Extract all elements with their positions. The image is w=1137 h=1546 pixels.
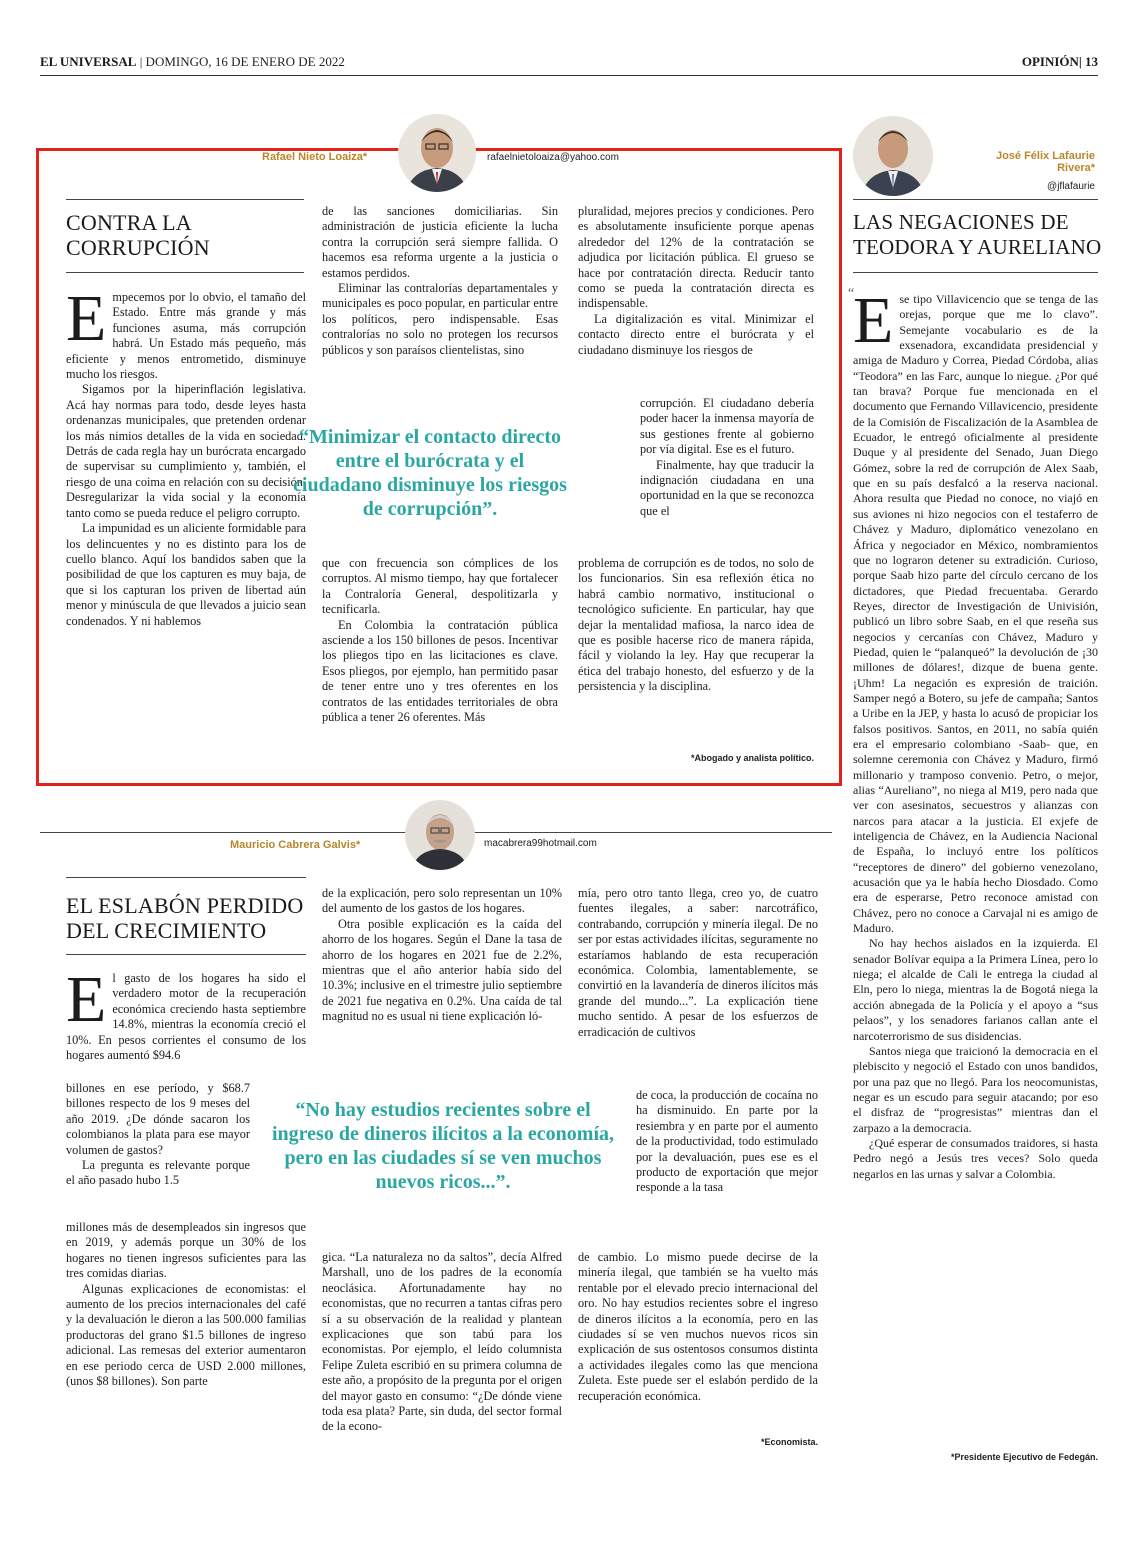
headline-rule [853,199,1098,200]
author-name-line: Rivera* [1057,162,1095,174]
paragraph: mía, pero otro tanto llega, creo yo, de cuatro fuentes ilegales, a saber: narcotráfico, contrabando, corrupción y minería ilegal. De no ser por estas actividades ilícitas, seguramente no estaríamos hablando de esta recuperación económica. Colombia, lamentablemente, se convirtió en la lavandería de dineros ilícitos más grande del mundo...”. La explicación tiene mucho sentido. A pesar de los esfuerzos de erradicación de cultivos [578,886,818,1039]
pull-quote: “Minimizar el contacto directo entre el burócrata y el ciudadano disminuye los riesgos de corrupción”. [293,426,567,520]
article-column [853,284,1098,1182]
paragraph: de coca, la producción de cocaína no ha disminuido. En parte por la resiembra y en parte por el aumento de la productividad, todo estimulado por la devaluación, pues ese es el producto de exportación que mejor responde a la tasa [636,1088,818,1195]
paragraph: pluralidad, mejores precios y condiciones. Pero es absolutamente insuficiente porque apenas alrededor del 12% de la contratación se adjudica por licitación pública. El grueso se hace por contratación directa. Reducir tanto como se pueda la contratación directa es indispensable. [578,204,814,311]
author-photo [398,114,476,192]
article-column-3-bottom [578,556,814,695]
author-photo [853,116,933,196]
paragraph [66,282,306,382]
drop-cap: E [853,284,894,357]
paragraph: Otra posible explicación es la caída del ahorro de los hogares. Según el Dane la tasa de ahorro de los hogares en 2021 fue de 2.2%, mientras que el año anterior había sido del 10.3%; inclusive en el trimestre julio septiembre de 2021 fue negativa en 0.2%. Una caída de tal magnitud no es usual ni tiene explicación ló- [322,916,562,1024]
paragraph: ¿Qué esperar de consumados traidores, si hasta Pedro negó a Jesús tres veces? Solo queda negarlos en las urnas y salvar a Colombia. [853,1135,1098,1181]
paragraph [66,963,306,1063]
paragraph: Santos niega que traicionó la democracia en el plebiscito y negoció el Estado con unos bandidos, por una paz que no llegó. Para los neocomunistas, negar es un escudo para seguir atacando; por eso el disfraz de “progresistas” mientras dan el zarpazo a la democracia. [853,1043,1098,1135]
paragraph: de cambio. Lo mismo puede decirse de la minería ilegal, que también se ha vuelto más rentable por el elevado precio internacional del oro. No hay estudios recientes sobre el ingreso de dineros ilícitos a la economía, pero en las ciudades sí se ven muchos nuevos ricos sin explicación de sus ostentosos consumos distinta a actividades ilegales como las que menciona Zuleta. Este puede ser el eslabón perdido de la recuperación económica. [578,1250,818,1403]
article-column-3-mid [636,1088,818,1196]
drop-cap: E [66,282,107,355]
author-handle: @jflafaurie [1047,181,1095,192]
author-name-line: José Félix Lafaurie [995,150,1095,162]
headline-rule [66,954,306,955]
article-column-1-bottom [66,1220,306,1389]
paragraph: corrupción. El ciudadano debería poder hacer la inmensa mayoría de sus gestiones frente al gobierno por vía digital. Ese es el futuro. [640,396,814,457]
article-column-3-top [578,886,818,1040]
author-name: Mauricio Cabrera Galvis* [230,839,361,851]
masthead [40,52,1098,74]
article-column-2-top [322,204,558,358]
paragraph: de las sanciones domiciliarias. Sin administración de justicia eficiente la lucha contra la corrupción será siempre fallida. O hacemos esa reforma urgente a la justicia o estamos perdidos. [322,204,558,280]
masthead-rule [40,75,1098,76]
article-column-1-mid [66,1081,250,1189]
article-column-2-bottom [322,1250,562,1435]
paragraph: La impunidad es un aliciente formidable para los delincuentes y no es distinto para los de cuello blanco. Aquí los bandidos saben que la posibilidad de que los capturen es muy baja, de que si los capturan los priven de libertad aún menor y minúscula de que llevados a juicio sean condenados. Y ni hablemos [66,521,306,628]
author-photo [405,800,475,870]
issue-date: | DOMINGO, 16 DE ENERO DE 2022 [136,54,345,69]
author-name: Rafael Nieto Loaiza* [262,151,368,163]
drop-cap: E [66,963,107,1036]
paragraph: Sigamos por la hiperinflación legislativa. Acá hay normas para todo, desde leyes hasta ordenanzas municipales, que pretenden ordenar los más nimios detalles de la vida en sociedad. Detrás de cada regla hay un burócrata encargado de supervisar su cumplimiento y, también, el riesgo de una coima en relación con su decisión. Desregularizar la vida social y la economía tanto como se pueda reduce el peligro corrupto. [66,382,306,520]
author-email: rafaelnietoloaiza@yahoo.com [487,152,619,163]
paragraph: millones más de desempleados sin ingresos que en 2019, y además porque un 30% de los hogares no tienen ingresos suficientes para las tres comidas diarias. [66,1220,306,1281]
opening-quote-mark: “ [848,286,855,301]
article-headline: LAS NEGACIONES DE TEODORA Y AURELIANO [853,210,1102,259]
paragraph: La digitalización es vital. Minimizar el contacto directo entre el burócrata y el ciudadano disminuye los riesgos de [578,311,814,357]
paragraph: que con frecuencia son cómplices de los corruptos. Al mismo tiempo, hay que fortalecer la Contraloría General, despolitizarla y tecnificarla. [322,556,558,617]
author-footnote: *Presidente Ejecutivo de Fedegán. [950,1452,1098,1462]
article-column-3-bottom [578,1250,818,1404]
newspaper-name: EL UNIVERSAL [40,54,137,69]
paragraph-text: se tipo Villavicencio que se tenga de las orejas, porque que me lo clavo”. Semejante vocabulario es de la exsenadora, excandidata presidencial y amiga de Maduro y Correa, Piedad Córdoba, alias “Teodora” en las Farc, aunque lo niegue. ¿Por qué tan brava? Porque fue mencionada en el documento que Fernando Villavicencio, presidente de la Comisión de Fiscalización de la Asamblea de Ecuador, le entregó oficialmente al presidente Duque y al presidente del Senado, Juan Diego Gómez, sobre la red de corrupción de Alex Saab, que en su país desfalcó a la reserva nacional. Ahora resulta que Piedad no conoce, no viajó en sus aviones ni hizo negocios con el testaferro de Chávez y Maduro, diplomático venezolano en África y negociador en México, nombramientos que no lograron detener su extradición. Curioso, porque Saab hizo parte del círculo cercano de los dictadores, que Piedad frecuentaba. Gerardo Reyes, director de Investigación de Univisión, publicó un libro sobre Saab, en el que reseña sus negocios y cercanías con Chávez, Maduro y Piedad, quien le “palanqueó” la devolución de ¡30 millones de dólares!, dizque de buena gente. ¡Uhm! La negación es expresión de traición. Samper negó a Botero, su jefe de campaña; Santos a Uribe en la JEP, y hasta lo acusó de propiciar los falsos positivos. Santos, en 2011, no sabía quién era el empresario colombiano -Saab- que, en solemne ceremonia con Chávez y Maduro, firmó millonario y tramposo convenio. Petro, o mejor, alias “Aureliano”, no niega al M19, pero nada que ver con asesinatos, secuestros y alianzas con narcos para atacar a la justicia. El exjefe de inteligencia de Chávez, en la Audiencia Nacional de España, lo incluyó entre los políticos “receptores de dinero” del gobierno venezolano, acusación que ya le había hecho Diosdado. Como era de esperarse, Petro reconoce amistad con Chávez, pero no conoce a Carvajal ni es amigo de Maduro. [853,292,1098,936]
paragraph: La pregunta es relevante porque el año pasado hubo 1.5 [66,1158,250,1188]
author-footnote: *Economista. [760,1437,818,1447]
paragraph: Algunas explicaciones de economistas: el aumento de los precios internacionales del café y la devaluación le dieron a las 500.000 familias productoras del grano $1.5 billones de ingreso adicional. Las remesas del exterior aumentaron en ese periodo cerca de USD 2.000 millones, (unos $8 billones). Son parte [66,1281,306,1389]
section-page-label: OPINIÓN| 13 [1021,54,1098,69]
paragraph: gica. “La naturaleza no da saltos”, decía Alfred Marshall, uno de los padres de la economía neoclásica. Afortunadamente hay no economistas, que no recurren a tantas cifras pero sí a su observación de la realidad y plantean explicaciones que son tabú para los economistas. Por ejemplo, el leído columnista Felipe Zuleta escribió en su primera columna de este año, a propósito de la pregunta por el origen del mayor gasto en consumo: “¿De dónde viene toda esa plata? Parte, sin duda, del sector formal de la econo- [322,1250,562,1434]
headline-rule [853,272,1098,273]
masthead-left [40,54,345,70]
headline-rule [66,877,306,878]
paragraph: problema de corrupción es de todos, no solo de los funcionarios. Sin esa reflexión ética no habrá cambio normativo, institucional o tecnológico suficiente. En particular, hay que dejar la mentalidad mafiosa, la narco idea de que es posible hacerse rico de manera rápida, fácil y violando la ley. Hay que recuperar la ética del trabajo honesto, del esfuerzo y de la persistencia y la disciplina. [578,556,814,694]
paragraph: Finalmente, hay que traducir la indignación ciudadana en una oportunidad en la que se reconozca que el [640,457,814,518]
pull-quote: “No hay estudios recientes sobre el ingreso de dineros ilícitos a la economía, pero en las ciudades sí se ven muchos nuevos ricos...”. [271,1099,615,1193]
article-column-2-top [322,886,562,1025]
article-column-1 [66,282,306,629]
article-headline: CONTRA LA CORRUPCIÓN [66,210,210,260]
paragraph: billones en ese período, y $68.7 billones respecto de los 9 meses del año 2019. ¿De dónde sacaron los colombianos la plata para ese mayor volumen de gastos? [66,1081,250,1157]
paragraph: En Colombia la contratación pública asciende a los 150 billones de pesos. Incentivar los pliegos tipo en las licitaciones es clave. Esos pliegos, por ejemplo, han permitido pasar de tener entre uno y tres oferentes en los contratos de las entidades territoriales de obra pública a tener 26 oferentes. Más [322,617,558,725]
article-column-3-mid [640,396,814,519]
paragraph: No hay hechos aislados en la izquierda. El senador Bolívar equipa a la Primera Línea, pero lo niega; el alcalde de Cali le entrega la ciudad al Eln, pero lo niega, mientras la de Bogotá niega la acción abnegada de la Policía y el apoyo a “sus pelaos”, y los senadores farianos callan ante el narcoterrorismo de sus disidencias. [853,936,1098,1043]
paragraph: Eliminar las contralorías departamentales y municipales es poco popular, en particular entre los políticos, pero indispensable. Esas contralorías no solo no protegen los recursos públicos y son paraísos clientelistas, sino [322,281,558,357]
author-footnote: *Abogado y analista político. [690,753,814,763]
article-column-3-top [578,204,814,358]
paragraph-text: l gasto de los hogares ha sido el verdadero motor de la recuperación económica creciendo hasta septiembre 14.8%, mientras la economía creció el 10%. En pesos corrientes el consumo de los hogares aumentó $94.6 [66,971,306,1063]
headline-rule [66,199,304,200]
headline-rule [66,272,304,273]
paragraph: de la explicación, pero solo representan un 10% del aumento de los gastos de los hogares. [322,886,562,916]
paragraph-text: mpecemos por lo obvio, el tamaño del Estado. Entre más grande y más funciones asuma, más corrupción habrá. Un Estado más pequeño, más eficiente y menos entrometido, disminuye mucho los riesgos. [66,290,306,382]
author-name [940,150,1095,174]
article-column-1-top [66,963,306,1063]
article-column-2-bottom [322,556,558,725]
article-headline: EL ESLABÓN PERDIDO DEL CRECIMIENTO [66,893,304,943]
author-email: macabrera99hotmail.com [484,838,597,849]
paragraph [853,284,1098,936]
